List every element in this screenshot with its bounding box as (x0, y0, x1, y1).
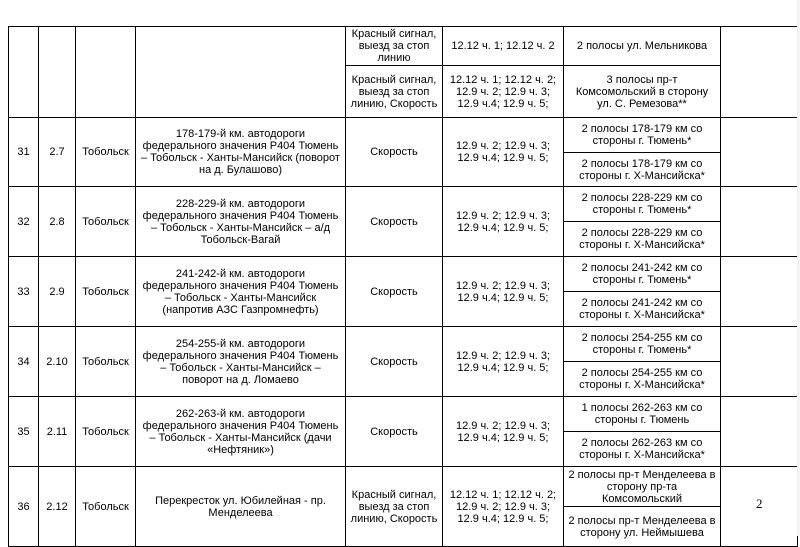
lane-cell: 2 полосы 241-242 км со стороны г. Тюмень* (564, 257, 721, 292)
code-cell: 2.7 (39, 118, 76, 187)
lane-cell: 2 полосы 262-263 км со стороны г. Х-Мансийска* (564, 432, 721, 467)
city-cell: Тобольск (76, 327, 136, 397)
location-cell: 241-242-й км. автодороги федерального значения Р404 Тюмень – Тобольск - Ханты-Мансийск (напротив АЗС Газпромнефть) (136, 257, 346, 327)
city-cell: Тобольск (76, 118, 136, 187)
lane-cell: 2 полосы 254-255 км со стороны г. Х-Мансийска* (564, 362, 721, 397)
articles-cell: 12.9 ч. 2; 12.9 ч. 3; 12.9 ч.4; 12.9 ч. 5; (443, 187, 564, 257)
table-row (9, 187, 798, 222)
table-row (9, 118, 798, 153)
num-cell: 35 (9, 397, 39, 467)
num-cell: 33 (9, 257, 39, 327)
page-number: 2 (756, 496, 763, 511)
code-cell: 2.12 (39, 467, 76, 547)
code-cell: 2.10 (39, 327, 76, 397)
extra-cell (721, 327, 798, 397)
city-cell (76, 27, 136, 118)
lane-cell: 2 полосы 178-179 км со стороны г. Тюмень* (564, 118, 721, 153)
num-cell: 31 (9, 118, 39, 187)
location-cell (136, 27, 346, 118)
violation-type-cell: Скорость (346, 187, 443, 257)
extra-cell (721, 118, 798, 187)
code-cell (39, 27, 76, 118)
articles-cell: 12.12 ч. 1; 12.12 ч. 2; 12.9 ч. 2; 12.9 ч. 3; 12.9 ч.4; 12.9 ч. 5; (443, 467, 564, 547)
articles-cell: 12.12 ч. 1; 12.12 ч. 2; 12.9 ч. 2; 12.9 ч. 3; 12.9 ч.4; 12.9 ч. 5; (443, 66, 564, 118)
lane-cell: 3 полосы пр-т Комсомольский в сторону ул. С. Ремезова** (564, 66, 721, 118)
articles-cell: 12.9 ч. 2; 12.9 ч. 3; 12.9 ч.4; 12.9 ч. 5; (443, 397, 564, 467)
articles-cell: 12.9 ч. 2; 12.9 ч. 3; 12.9 ч.4; 12.9 ч. 5; (443, 327, 564, 397)
lane-cell: 2 полосы 178-179 км со стороны г. Х-Мансийска* (564, 153, 721, 187)
camera-locations-table (8, 26, 798, 547)
location-cell: Перекресток ул. Юбилейная - пр. Менделеева (136, 467, 346, 547)
location-cell: 228-229-й км. автодороги федерального значения Р404 Тюмень – Тобольск - Ханты-Мансийск – а/д Тобольск-Вагай (136, 187, 346, 257)
lane-cell: 2 полосы 254-255 км со стороны г. Тюмень* (564, 327, 721, 362)
table-row (9, 27, 798, 66)
table-row (9, 397, 798, 432)
table-row (9, 467, 798, 507)
code-cell: 2.8 (39, 187, 76, 257)
articles-cell: 12.9 ч. 2; 12.9 ч. 3; 12.9 ч.4; 12.9 ч. 5; (443, 118, 564, 187)
lane-cell: 2 полосы ул. Мельникова (564, 27, 721, 66)
violation-type-cell: Скорость (346, 327, 443, 397)
code-cell: 2.9 (39, 257, 76, 327)
extra-cell (721, 27, 798, 118)
location-cell: 254-255-й км. автодороги федерального значения Р404 Тюмень – Тобольск - Ханты-Мансийск – поворот на д. Ломаево (136, 327, 346, 397)
num-cell (9, 27, 39, 118)
extra-cell (721, 397, 798, 467)
articles-cell: 12.9 ч. 2; 12.9 ч. 3; 12.9 ч.4; 12.9 ч. 5; (443, 257, 564, 327)
city-cell: Тобольск (76, 397, 136, 467)
lane-cell: 2 полосы пр-т Менделеева в сторону ул. Неймышева (564, 507, 721, 547)
violation-type-cell: Скорость (346, 397, 443, 467)
violation-type-cell: Красный сигнал, выезд за стоп линию, Скорость (346, 66, 443, 118)
table-row (9, 327, 798, 362)
violation-type-cell: Красный сигнал, выезд за стоп линию (346, 27, 443, 66)
lane-cell: 2 полосы пр-т Менделеева в сторону пр-та Комсомольский (564, 467, 721, 507)
extra-cell (721, 187, 798, 257)
table-row (9, 257, 798, 292)
num-cell: 34 (9, 327, 39, 397)
lane-cell: 2 полосы 241-242 км со стороны г. Х-Мансийска* (564, 292, 721, 327)
lane-cell: 2 полосы 228-229 км со стороны г. Х-Мансийска* (564, 222, 721, 257)
location-cell: 262-263-й км. автодороги федерального значения Р404 Тюмень – Тобольск - Ханты-Мансийск (дачи «Нефтяник») (136, 397, 346, 467)
num-cell: 36 (9, 467, 39, 547)
city-cell: Тобольск (76, 467, 136, 547)
city-cell: Тобольск (76, 257, 136, 327)
num-cell: 32 (9, 187, 39, 257)
city-cell: Тобольск (76, 187, 136, 257)
violation-type-cell: Красный сигнал, выезд за стоп линию, Скорость (346, 467, 443, 547)
lane-cell: 2 полосы 228-229 км со стороны г. Тюмень* (564, 187, 721, 222)
violation-type-cell: Скорость (346, 257, 443, 327)
extra-cell (721, 257, 798, 327)
violation-type-cell: Скорость (346, 118, 443, 187)
location-cell: 178-179-й км. автодороги федерального значения Р404 Тюмень – Тобольск - Ханты-Мансийск (поворот на д. Булашово) (136, 118, 346, 187)
code-cell: 2.11 (39, 397, 76, 467)
lane-cell: 1 полосы 262-263 км со стороны г. Тюмень (564, 397, 721, 432)
articles-cell: 12.12 ч. 1; 12.12 ч. 2 (443, 27, 564, 66)
